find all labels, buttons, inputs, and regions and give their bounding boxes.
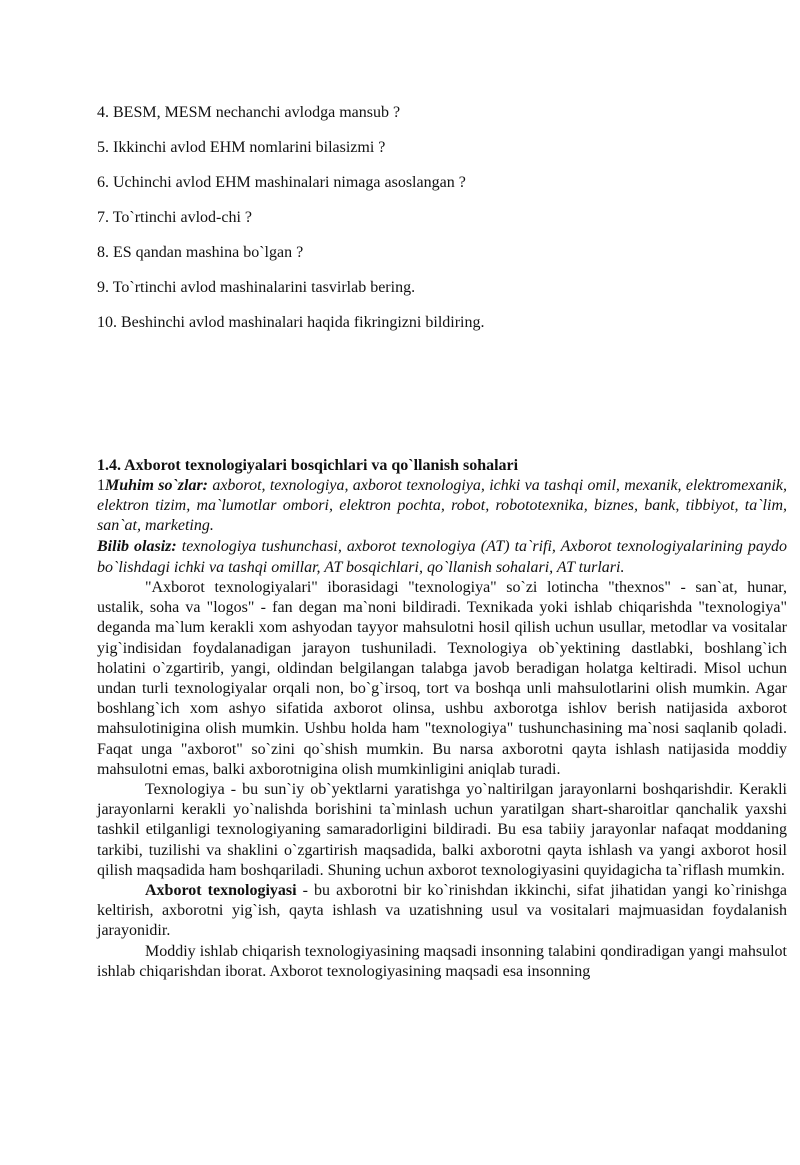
question-item: 9. To`rtinchi avlod mashinalarini tasvirlab bering.: [97, 279, 416, 296]
keywords-text: axborot, texnologiya, axborot texnologiya, ichki va tashqi omil, mexanik, elektromexanik, elektron tizim, ma`lumotlar ombori, elektron pochta, robot, robototexnika, biznes, bank, tibbiyot, ta`lim, san`at, marketing.: [97, 477, 787, 535]
question-list: [97, 103, 787, 348]
body-paragraph-1: "Axborot texnologiyalari" iborasidagi "texnologiya" so`zi lotincha "thexnos" - san`at, hunar, ustalik, soha va "logos" - fan degan ma`noni bildiradi. Texnikada yoki ishlab chiqarishda "texnologiya" deganda ma`lum kerakli xom ashyodan tayyor mahsulotni hosil qilish uchun usullar, metodlar va vositalar yig`indisidan foydalanadigan jarayon tushuniladi. Texnologiya ob`yektining dastlabki, boshlang`ich holatini o`zgartirib, yangi, oldindan belgilangan talabga javob beradigan holatga keltiradi. Misol uchun undan turli texnologiyalar orqali non, bo`g`irsoq, tort va boshqa unli mahsulotlarini olish mumkin. Agar boshlang`ich xom ashyo sifatida axborot olinsa, ushbu axborotga ishlov berish natijasida axborot mahsulotinigina olish mumkin. Ushbu holda ham "texnologiya" tushunchasining ma`nosi saqlanib qoladi. Faqat unga "axborot" so`zini qo`shish mumkin. Bu narsa axborotni qayta ishlash natijasida moddiy mahsulotni emas, balki axborotnigina olish mumkinligini aniqlab turadi.: [97, 579, 787, 778]
definition-paragraph: [97, 881, 787, 942]
question-item: 8. ES qandan mashina bo`lgan ?: [97, 244, 304, 261]
question-item: 6. Uchinchi avlod EHM mashinalari nimaga asoslangan ?: [97, 174, 466, 191]
body-paragraph-2: Texnologiya - bu sun`iy ob`yektlarni yaratishga yo`naltirilgan jarayonlarni boshqarishdir. Kerakli jarayonlarni kerakli yo`nalishda borishini ta`minlash uchun yaratilgan shart-sharoitlar qanchalik yaxshi tashkil etilganligi texnologiyaning samaradorligini bildiradi. Bu esa tabiiy jarayonlar nafaqat moddaning tarkibi, tuzilishi va shaklini o`zgartirish maqsadida, balki axborotni qayta ishlash va yangi axborot hosil qilish maqsadida ham boshqariladi. Shuning uchun axborot texnologiyasini quyidagicha ta`riflash mumkin.: [97, 781, 787, 879]
keywords-prefix: 1: [97, 477, 105, 494]
learning-goals-label: Bilib olasiz:: [97, 537, 177, 555]
section-title: 1.4. Axborot texnologiyalari bosqichlari va qo`llanish sohalari: [97, 457, 519, 474]
section-1-4: [97, 456, 787, 982]
keywords-paragraph: [97, 476, 787, 537]
body-paragraph-4: Moddiy ishlab chiqarish texnologiyasining maqsadi insonning talabini qondiradigan yangi mahsulot ishlab chiqarishdan iborat. Axborot texnologiyasining maqsadi esa insonning: [97, 942, 787, 980]
question-item: 7. To`rtinchi avlod-chi ?: [97, 209, 252, 226]
question-item: 10. Beshinchi avlod mashinalari haqida fikringizni bildiring.: [97, 314, 485, 331]
question-item: 4. BESM, MESM nechanchi avlodga mansub ?: [97, 104, 401, 121]
question-item: 5. Ikkinchi avlod EHM nomlarini bilasizmi ?: [97, 139, 386, 156]
keywords-label: Muhim so`zlar:: [105, 477, 209, 494]
definition-term: Axborot texnologiyasi: [145, 882, 297, 900]
definition-text: - bu axborotni bir ko`rinishdan ikkinchi, sifat jihatidan yangi ko`rinishga keltirish, axborotni yig`ish, qayta ishlash va uzatishning usul va vositalari majmuasidan foydalanish jarayonidir.: [97, 882, 788, 940]
learning-goals-text: texnologiya tushunchasi, axborot texnologiya (AT) ta`rifi, Axborot texnologiyalarining paydo bo`lishdagi ichki va tashqi omillar, AT bosqichlari, qo`llanish sohalari, AT turlari.: [97, 537, 787, 576]
learning-goals-paragraph: [97, 537, 787, 578]
